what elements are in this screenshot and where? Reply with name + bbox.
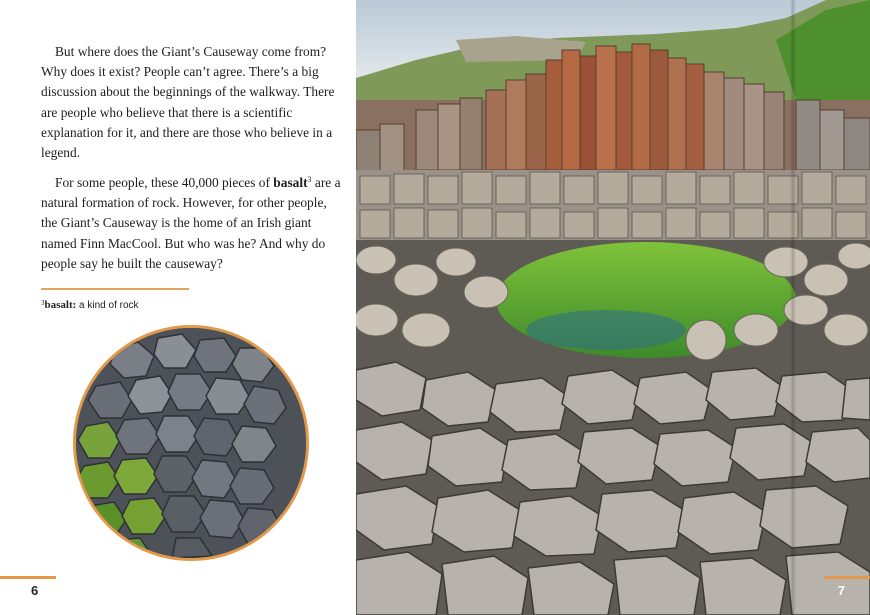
footnote-number: 3 — [41, 299, 45, 307]
page-number-rule-right — [824, 576, 870, 579]
paragraph-text-start: For some people, these 40,000 pieces of — [55, 175, 274, 190]
footnote-term: basalt: — [44, 299, 77, 311]
page-number-rule-left — [0, 576, 56, 579]
footnote-definition: a kind of rock — [76, 300, 139, 311]
footnote-divider — [41, 288, 189, 290]
glossary-term-basalt: basalt — [273, 175, 308, 190]
book-gutter-shadow — [790, 0, 796, 615]
footnote — [41, 297, 139, 312]
left-page — [0, 0, 356, 615]
basalt-closeup-photo — [73, 325, 309, 561]
page-number-right: 7 — [837, 583, 845, 598]
paragraph-basalt — [41, 173, 341, 274]
paragraph-origin: But where does the Giant’s Causeway come from? Why does it exist? People can’t agree. There’s a big discussion about the beginnings of the walkway. There are people who believe that there is a scientific explanation for it, and there are those who believe in a legend. — [41, 44, 335, 161]
page-number-left: 6 — [31, 583, 39, 598]
giants-causeway-photo-page — [356, 0, 870, 615]
basalt-stones-illustration — [76, 328, 306, 558]
footnote-marker: 3 — [307, 175, 312, 184]
paragraph-text-end: are a natural formation of rock. However, for other people, the Giant’s Causeway is the home of an Irish giant named Finn MacCool. But who was he? And why do people say he built the causeway? — [41, 175, 341, 271]
